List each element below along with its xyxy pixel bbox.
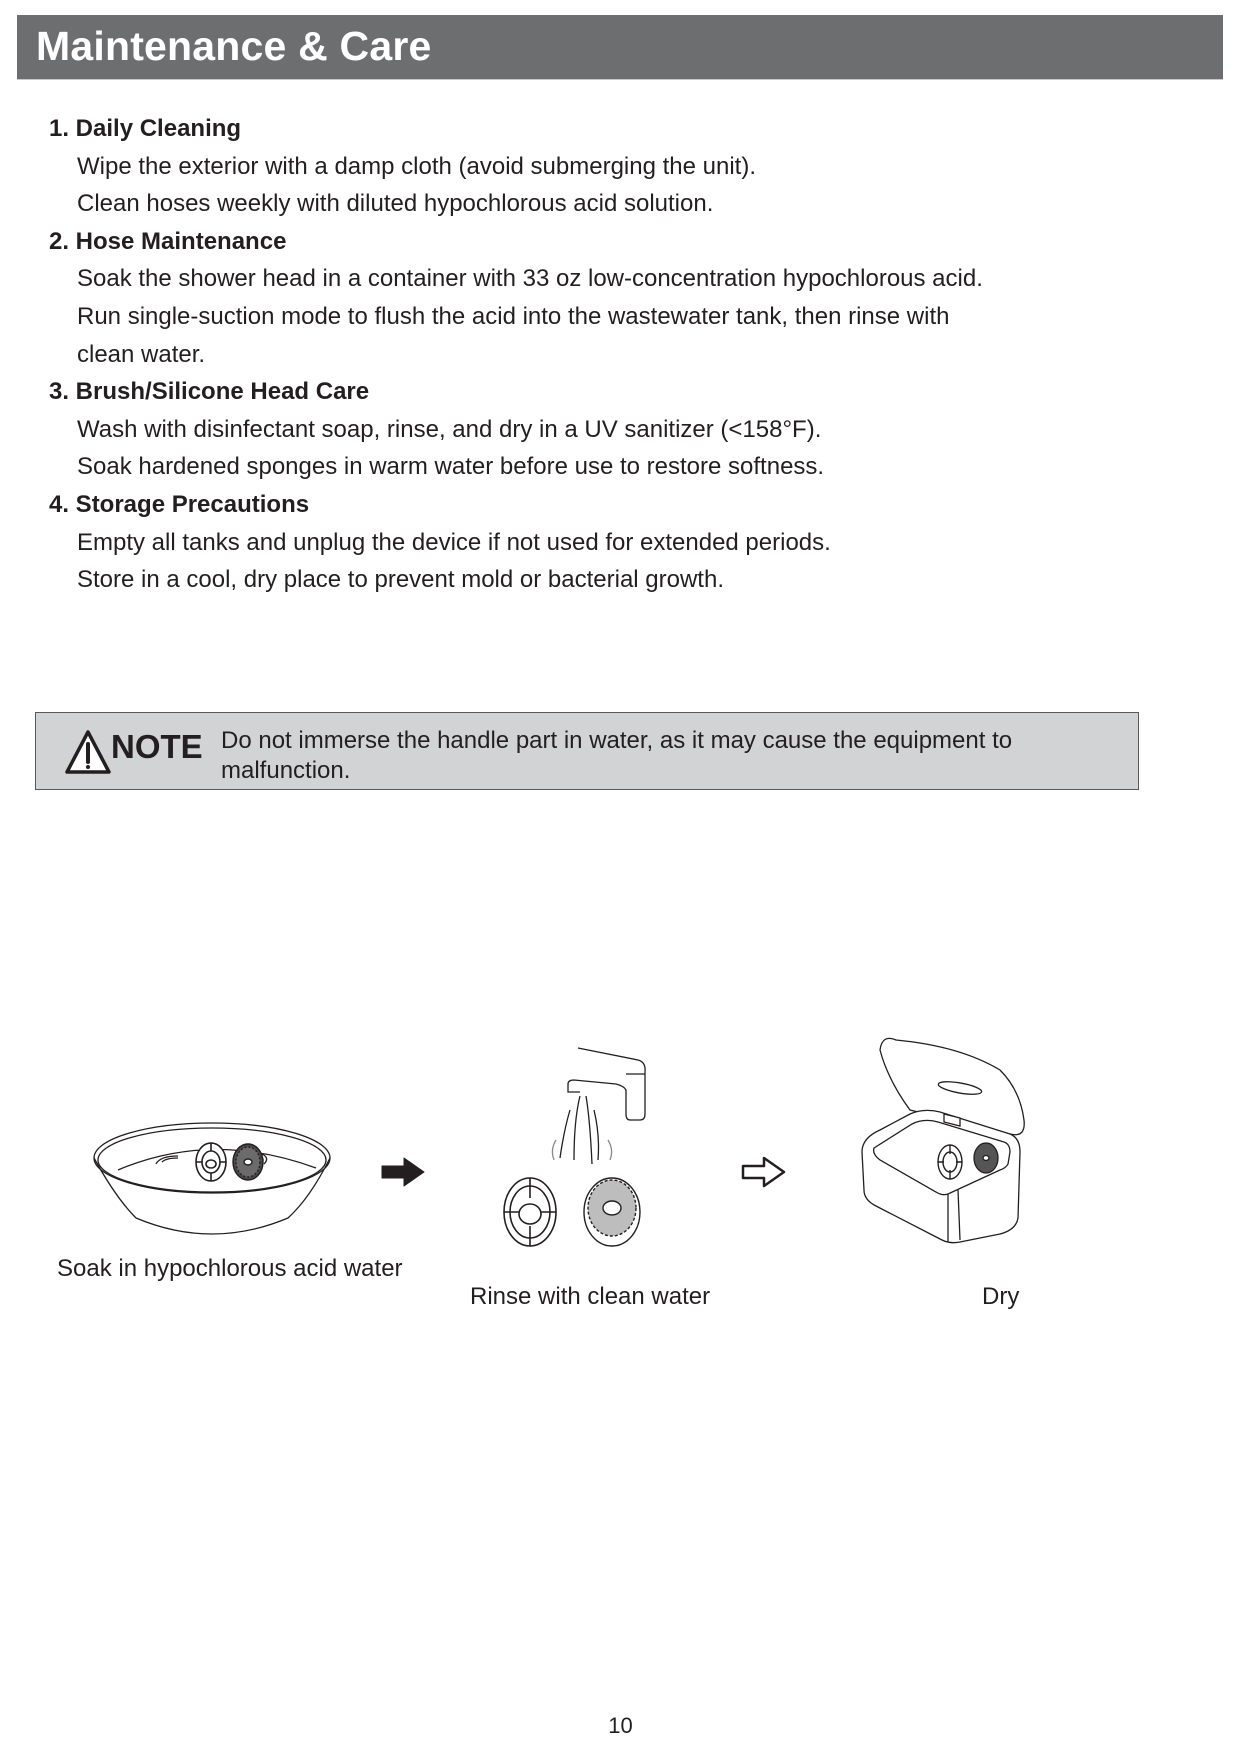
- section-heading: 3. Brush/Silicone Head Care: [49, 378, 370, 406]
- maintenance-section-list: [49, 110, 1149, 599]
- bowl-illustration: [88, 1118, 338, 1238]
- faucet-rinse-illustration: [500, 1040, 670, 1260]
- note-label: NOTE: [111, 728, 203, 765]
- section-line: Store in a cool, dry place to prevent mold or bacterial growth.: [77, 566, 724, 594]
- brush-head-sponge: [233, 1144, 263, 1180]
- page-number: 10: [608, 1713, 633, 1738]
- header-bar: [17, 15, 1223, 80]
- section-line: Wash with disinfectant soap, rinse, and dry in a UV sanitizer (<158°F).: [77, 415, 822, 443]
- section-line: Empty all tanks and unplug the device if not used for extended periods.: [77, 528, 831, 556]
- water-stream: [560, 1096, 599, 1164]
- note-box: [35, 712, 1139, 790]
- warning-triangle-icon: [64, 729, 112, 775]
- step-caption-dry: Dry: [982, 1283, 1020, 1310]
- brush-head-hard: [938, 1145, 962, 1179]
- arrow-right-outline-icon: [740, 1154, 788, 1190]
- section-line: Clean hoses weekly with diluted hypochlorous acid solution.: [77, 190, 714, 218]
- section-line: Soak hardened sponges in warm water before use to restore softness.: [77, 453, 825, 481]
- faucet: [568, 1048, 645, 1120]
- section-storage-precautions: [49, 486, 1149, 599]
- note-text: Do not immerse the handle part in water, as it may cause the equipment to malfunction.: [221, 727, 1013, 784]
- section-brush-head-care: [49, 373, 1149, 486]
- section-heading: 2. Hose Maintenance: [49, 227, 287, 255]
- section-line: Wipe the exterior with a damp cloth (avoid submerging the unit).: [77, 152, 756, 180]
- section-heading: 4. Storage Precautions: [49, 490, 310, 518]
- section-line: Soak the shower head in a container with 33 oz low-concentration hypochlorous acid.: [77, 265, 983, 293]
- step-caption-rinse: Rinse with clean water: [470, 1283, 711, 1310]
- arrow-right-solid-icon: [380, 1156, 426, 1188]
- section-line: clean water.: [77, 340, 206, 368]
- brush-head-hard: [196, 1143, 226, 1181]
- section-daily-cleaning: [49, 110, 1149, 223]
- section-hose-maintenance: [49, 223, 1149, 373]
- brush-head-sponge: [974, 1143, 998, 1173]
- section-heading: 1. Daily Cleaning: [49, 115, 242, 142]
- section-line: Run single-suction mode to flush the acid into the wastewater tank, then rinse with: [77, 302, 950, 330]
- page-title: Maintenance & Care: [36, 23, 432, 69]
- brush-head-sponge: [584, 1178, 640, 1246]
- brush-head-hard: [504, 1178, 556, 1246]
- step-caption-soak: Soak in hypochlorous acid water: [57, 1255, 403, 1282]
- uv-sanitizer-illustration: [860, 1030, 1080, 1250]
